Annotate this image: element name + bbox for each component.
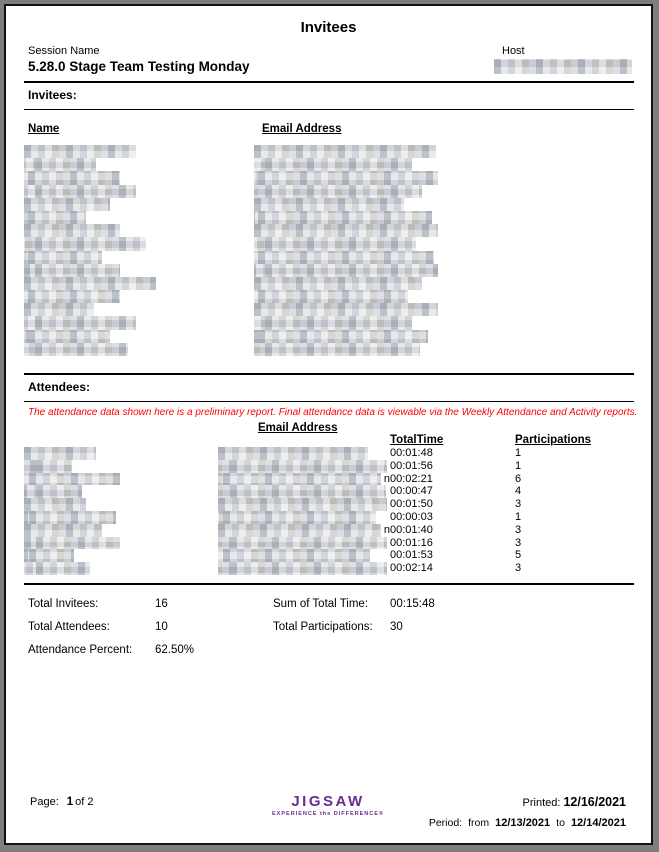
- attendee-row: [24, 447, 634, 460]
- host-label: Host: [502, 45, 525, 57]
- totals-row: [28, 639, 634, 662]
- invitee-row: [24, 237, 634, 250]
- redacted-attendee-name: [24, 524, 102, 537]
- invitees-column-headers: [24, 123, 634, 135]
- invitee-row: [24, 224, 634, 237]
- invitee-name-cell: [24, 171, 254, 184]
- invitees-section-heading: Invitees:: [24, 83, 634, 110]
- attendee-email-cell: [218, 447, 390, 460]
- attendee-name-cell: [24, 549, 218, 562]
- attendee-name-cell: [24, 473, 218, 486]
- jigsaw-logo-tagline: EXPERIENCE the DIFFERENCE®: [272, 811, 384, 817]
- attendee-participations: 3: [515, 536, 522, 549]
- redacted-invitee-email: [254, 343, 420, 356]
- attendee-total-time: 00:01:56: [390, 459, 433, 472]
- attendee-row: [24, 485, 634, 498]
- attendee-email-cell: [218, 524, 390, 537]
- redacted-attendee-name: [24, 498, 86, 511]
- invitee-row: [24, 185, 634, 198]
- jigsaw-logo-text: JIGSAW: [291, 793, 365, 810]
- attendee-participations: 1: [515, 459, 522, 472]
- invitee-name-cell: [24, 343, 254, 356]
- attendee-total-time: 00:01:50: [390, 498, 433, 511]
- invitees-name-header: Name: [28, 123, 60, 135]
- invitee-email-cell: [254, 171, 634, 184]
- total-participations-label: Total Participations:: [273, 620, 373, 633]
- attendee-participations: 3: [515, 523, 522, 536]
- invitee-row: [24, 171, 634, 184]
- redacted-attendee-name: [24, 511, 116, 524]
- period-label: Period:: [428, 817, 463, 829]
- attendee-total-time: 00:02:21: [390, 472, 433, 485]
- redacted-invitee-name: [24, 224, 120, 237]
- jigsaw-logo: [272, 793, 384, 817]
- page-number: 1: [66, 796, 74, 808]
- redacted-invitee-email: [254, 251, 434, 264]
- redacted-attendee-email: [218, 562, 387, 575]
- invitee-name-cell: [24, 251, 254, 264]
- total-attendees-value: 10: [155, 620, 168, 633]
- invitee-row: [24, 316, 634, 329]
- invitee-email-cell: [254, 158, 634, 171]
- totals-row: [28, 616, 634, 639]
- invitee-email-cell: [254, 264, 634, 277]
- attendee-email-suffix: n: [383, 472, 390, 485]
- total-invitees-label: Total Invitees:: [28, 597, 99, 610]
- redacted-invitee-email: [254, 211, 432, 224]
- redacted-invitee-email: [254, 224, 438, 237]
- redacted-invitee-name: [24, 303, 94, 316]
- invitee-name-cell: [24, 264, 254, 277]
- attendee-row: [24, 498, 634, 511]
- attendee-email-cell: [218, 511, 390, 524]
- redacted-invitee-name: [24, 277, 156, 290]
- redacted-attendee-email: [218, 524, 381, 537]
- attendee-name-cell: [24, 498, 218, 511]
- page-label: Page:: [30, 796, 59, 808]
- period-line: [384, 817, 626, 829]
- invitee-row: [24, 290, 634, 303]
- invitee-name-cell: [24, 211, 254, 224]
- session-name-label: Session Name: [28, 45, 100, 57]
- invitees-email-header: Email Address: [262, 123, 342, 135]
- redacted-invitee-email: [254, 330, 428, 343]
- page-indicator: [30, 793, 272, 808]
- attendee-email-cell: [218, 549, 390, 562]
- total-participations-value: 30: [390, 620, 403, 633]
- invitees-list: [24, 145, 634, 356]
- invitee-email-cell: [254, 237, 634, 250]
- attendee-total-time: 00:02:14: [390, 562, 433, 575]
- redacted-invitee-email: [254, 303, 438, 316]
- redacted-attendee-email: [218, 473, 381, 486]
- attendee-email-suffix: n: [383, 523, 390, 536]
- redacted-invitee-email: [254, 237, 416, 250]
- redacted-attendee-name: [24, 447, 96, 460]
- redacted-host-name: [494, 59, 632, 74]
- redacted-invitee-name: [24, 251, 102, 264]
- total-invitees-value: 16: [155, 597, 168, 610]
- invitee-row: [24, 158, 634, 171]
- redacted-invitee-email: [254, 145, 436, 158]
- redacted-attendee-email: [218, 498, 387, 511]
- attendee-email-cell: [218, 537, 390, 550]
- totals-row: [28, 593, 634, 616]
- attendees-metrics-header-row: [24, 434, 634, 446]
- page-total: 2: [87, 796, 94, 808]
- invitee-row: [24, 211, 634, 224]
- invitee-row: [24, 198, 634, 211]
- attendee-participations: 4: [515, 485, 522, 498]
- redacted-attendee-email: [218, 537, 387, 550]
- invitee-email-cell: [254, 145, 634, 158]
- redacted-attendee-name: [24, 549, 74, 562]
- invitee-row: [24, 303, 634, 316]
- redacted-attendee-email: [218, 447, 368, 460]
- invitee-email-cell: [254, 303, 634, 316]
- period-to-date: 12/14/2021: [570, 817, 626, 829]
- invitee-name-cell: [24, 224, 254, 237]
- invitee-row: [24, 277, 634, 290]
- invitee-email-cell: [254, 316, 634, 329]
- sum-total-time-label: Sum of Total Time:: [273, 597, 369, 610]
- redacted-invitee-email: [254, 264, 438, 277]
- sum-total-time-value: 00:15:48: [390, 597, 435, 610]
- attendee-participations: 1: [515, 447, 522, 459]
- redacted-invitee-name: [24, 264, 120, 277]
- attendees-section-heading: Attendees:: [24, 375, 634, 402]
- session-name-value: 5.28.0 Stage Team Testing Monday: [28, 59, 250, 74]
- redacted-invitee-name: [24, 290, 120, 303]
- session-header: [24, 45, 634, 74]
- host-block: [494, 45, 634, 74]
- attendance-percent-label: Attendance Percent:: [28, 643, 133, 656]
- attendee-email-cell: [218, 485, 390, 498]
- attendee-row: [24, 473, 634, 486]
- invitee-email-cell: [254, 277, 634, 290]
- attendee-name-cell: [24, 485, 218, 498]
- attendee-total-time: 00:01:48: [390, 447, 433, 459]
- invitee-email-cell: [254, 211, 634, 224]
- attendee-email-cell: [218, 562, 390, 575]
- attendees-list: [24, 447, 634, 575]
- attendee-participations: 3: [515, 498, 522, 511]
- attendee-row: [24, 537, 634, 550]
- attendee-participations: 6: [515, 472, 522, 485]
- totals-summary: [24, 593, 634, 662]
- invitee-row: [24, 251, 634, 264]
- invitee-name-cell: [24, 237, 254, 250]
- report-footer: [30, 793, 626, 829]
- attendees-totaltime-header: TotalTime: [390, 434, 444, 446]
- redacted-invitee-email: [254, 158, 412, 171]
- redacted-attendee-name: [24, 460, 72, 473]
- attendee-participations: 3: [515, 562, 522, 575]
- attendees-participations-header: Participations: [515, 434, 592, 446]
- redacted-invitee-name: [24, 198, 110, 211]
- redacted-invitee-name: [24, 158, 96, 171]
- redacted-invitee-email: [254, 316, 412, 329]
- redacted-invitee-name: [24, 343, 128, 356]
- invitee-name-cell: [24, 316, 254, 329]
- attendance-percent-value: 62.50%: [155, 643, 195, 656]
- invitee-email-cell: [254, 198, 634, 211]
- redacted-invitee-name: [24, 316, 136, 329]
- session-name-block: [24, 45, 250, 74]
- divider-line: [24, 583, 634, 585]
- redacted-invitee-email: [254, 171, 438, 184]
- report-page: [4, 4, 653, 845]
- attendee-total-time: 00:01:40: [390, 523, 433, 536]
- attendance-disclaimer: The attendance data shown here is a preliminary report. Final attendance data is viewable via the Weekly Attendance and Activity reports.: [28, 407, 638, 418]
- invitee-name-cell: [24, 185, 254, 198]
- redacted-attendee-name: [24, 562, 90, 575]
- invitee-email-cell: [254, 343, 634, 356]
- invitee-name-cell: [24, 198, 254, 211]
- attendees-email-header-row: [24, 422, 634, 434]
- redacted-attendee-email: [218, 485, 386, 498]
- attendee-total-time: 00:00:03: [390, 510, 433, 523]
- redacted-attendee-email: [218, 511, 376, 524]
- total-attendees-label: Total Attendees:: [28, 620, 110, 633]
- attendee-row: [24, 549, 634, 562]
- invitee-name-cell: [24, 303, 254, 316]
- attendee-participations: 5: [515, 549, 522, 562]
- redacted-invitee-name: [24, 211, 86, 224]
- attendee-name-cell: [24, 537, 218, 550]
- redacted-invitee-name: [24, 330, 110, 343]
- attendee-row: [24, 562, 634, 575]
- attendee-name-cell: [24, 562, 218, 575]
- invitee-email-cell: [254, 290, 634, 303]
- redacted-invitee-email: [254, 198, 404, 211]
- period-from-label: from: [468, 817, 490, 829]
- attendee-total-time: 00:01:53: [390, 549, 433, 562]
- invitee-name-cell: [24, 330, 254, 343]
- attendee-name-cell: [24, 447, 218, 460]
- printed-line: [384, 795, 626, 809]
- attendee-row: [24, 460, 634, 473]
- attendee-total-time: 00:00:47: [390, 485, 433, 498]
- redacted-invitee-name: [24, 145, 136, 158]
- attendee-name-cell: [24, 511, 218, 524]
- invitee-name-cell: [24, 145, 254, 158]
- invitee-name-cell: [24, 158, 254, 171]
- invitee-row: [24, 264, 634, 277]
- invitee-email-cell: [254, 224, 634, 237]
- period-from-date: 12/13/2021: [495, 817, 551, 829]
- attendee-email-cell: [218, 460, 390, 473]
- redacted-attendee-name: [24, 537, 120, 550]
- redacted-attendee-email: [218, 460, 387, 473]
- attendee-row: [24, 511, 634, 524]
- invitee-email-cell: [254, 330, 634, 343]
- redacted-attendee-name: [24, 473, 120, 486]
- redacted-invitee-name: [24, 185, 136, 198]
- of-label: of: [75, 796, 85, 808]
- redacted-attendee-email: [218, 549, 370, 562]
- invitee-row: [24, 145, 634, 158]
- attendee-email-cell: [218, 498, 390, 511]
- attendee-name-cell: [24, 460, 218, 473]
- invitee-row: [24, 343, 634, 356]
- invitee-name-cell: [24, 290, 254, 303]
- attendee-participations: 1: [515, 510, 522, 523]
- invitee-row: [24, 330, 634, 343]
- attendee-email-cell: [218, 473, 390, 486]
- attendee-row: [24, 524, 634, 537]
- period-to-label: to: [556, 817, 565, 829]
- redacted-attendee-name: [24, 485, 82, 498]
- redacted-invitee-email: [254, 185, 422, 198]
- redacted-invitee-email: [254, 277, 422, 290]
- redacted-invitee-email: [254, 290, 408, 303]
- invitee-email-cell: [254, 185, 634, 198]
- printed-date: 12/16/2021: [563, 795, 626, 809]
- printed-label: Printed:: [522, 797, 561, 809]
- invitee-email-cell: [254, 251, 634, 264]
- attendee-total-time: 00:01:16: [390, 536, 433, 549]
- attendees-email-header: Email Address: [258, 422, 338, 434]
- redacted-invitee-name: [24, 237, 146, 250]
- print-info: [384, 793, 626, 829]
- report-title: Invitees: [300, 19, 357, 36]
- attendee-name-cell: [24, 524, 218, 537]
- redacted-invitee-name: [24, 171, 120, 184]
- invitee-name-cell: [24, 277, 254, 290]
